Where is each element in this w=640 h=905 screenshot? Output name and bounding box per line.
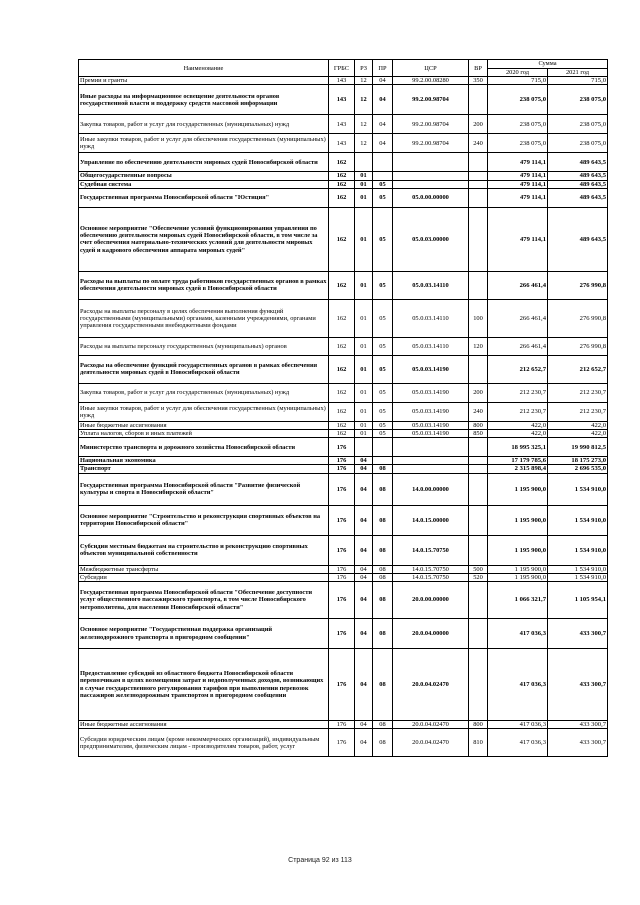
cell-vr: 120 — [469, 337, 488, 355]
col-header-vr: ВР — [469, 60, 488, 77]
cell-name: Субсидии юридическим лицам (кроме некоммерческих организаций), индивидуальным предпринимателям, физическим лицам - производителям товаров, работ, услуг — [79, 729, 329, 757]
cell-name: Иные бюджетные ассигнования — [79, 421, 329, 429]
cell-vr: 850 — [469, 430, 488, 438]
cell-vr — [469, 172, 488, 180]
cell-pr: 08 — [373, 565, 393, 573]
cell-vr — [469, 457, 488, 465]
cell-name: Судебная система — [79, 180, 329, 188]
cell-amount-2021: 489 643,5 — [548, 172, 608, 180]
table-row — [79, 85, 608, 115]
cell-rz: 01 — [355, 207, 373, 271]
table-row — [79, 421, 608, 429]
cell-pr: 05 — [373, 180, 393, 188]
cell-csr — [393, 172, 469, 180]
table-row — [79, 457, 608, 465]
cell-amount-2020: 18 995 325,1 — [488, 438, 548, 457]
cell-csr: 05.0.00.00000 — [393, 188, 469, 207]
cell-grbs: 176 — [329, 619, 355, 649]
cell-rz: 12 — [355, 134, 373, 153]
table-row — [79, 573, 608, 581]
cell-rz: 04 — [355, 457, 373, 465]
cell-vr — [469, 649, 488, 721]
cell-amount-2020: 479 114,1 — [488, 153, 548, 172]
cell-amount-2020: 2 315 898,4 — [488, 465, 548, 473]
cell-grbs: 143 — [329, 134, 355, 153]
table-body — [79, 77, 608, 757]
cell-amount-2020: 1 195 900,0 — [488, 505, 548, 535]
cell-amount-2020: 212 230,7 — [488, 402, 548, 421]
table-row — [79, 299, 608, 337]
cell-vr — [469, 505, 488, 535]
cell-csr — [393, 438, 469, 457]
cell-pr: 05 — [373, 383, 393, 402]
cell-csr: 05.0.03.14190 — [393, 383, 469, 402]
cell-name: Межбюджетные трансферты — [79, 565, 329, 573]
cell-csr: 14.0.00.00000 — [393, 473, 469, 505]
cell-vr — [469, 188, 488, 207]
cell-name: Общегосударственные вопросы — [79, 172, 329, 180]
cell-pr — [373, 457, 393, 465]
cell-amount-2020: 266 461,4 — [488, 271, 548, 299]
cell-name: Иные расходы на информационное освещение деятельности органов государственной власти и поддержку средств массовой информации — [79, 85, 329, 115]
cell-amount-2020: 417 036,3 — [488, 729, 548, 757]
cell-grbs: 176 — [329, 565, 355, 573]
cell-csr: 14.0.15.00000 — [393, 505, 469, 535]
cell-rz: 01 — [355, 383, 373, 402]
cell-amount-2020: 266 461,4 — [488, 299, 548, 337]
cell-amount-2020: 417 036,3 — [488, 649, 548, 721]
cell-amount-2021: 276 990,8 — [548, 271, 608, 299]
cell-vr: 240 — [469, 402, 488, 421]
cell-amount-2021: 238 075,0 — [548, 134, 608, 153]
cell-name: Субсидии местным бюджетам на строительство и реконструкцию спортивных объектов муниципальной собственности — [79, 535, 329, 565]
cell-rz: 04 — [355, 649, 373, 721]
cell-amount-2021: 1 534 910,0 — [548, 573, 608, 581]
cell-vr: 520 — [469, 573, 488, 581]
cell-grbs: 176 — [329, 729, 355, 757]
cell-rz: 04 — [355, 535, 373, 565]
cell-name: Иные закупки товаров, работ и услуг для обеспечения государственных (муниципальных) нужд — [79, 134, 329, 153]
cell-amount-2020: 479 114,1 — [488, 172, 548, 180]
cell-grbs: 162 — [329, 172, 355, 180]
cell-csr: 05.0.03.14110 — [393, 271, 469, 299]
cell-grbs: 162 — [329, 402, 355, 421]
cell-vr — [469, 271, 488, 299]
cell-grbs: 162 — [329, 430, 355, 438]
cell-name: Государственная программа Новосибирской области "Юстиция" — [79, 188, 329, 207]
cell-amount-2021: 1 534 910,0 — [548, 473, 608, 505]
cell-pr: 08 — [373, 535, 393, 565]
cell-pr: 05 — [373, 402, 393, 421]
col-header-sum: Сумма — [488, 60, 608, 69]
cell-grbs: 162 — [329, 421, 355, 429]
cell-pr: 04 — [373, 85, 393, 115]
cell-name: Закупка товаров, работ и услуг для государственных (муниципальных) нужд — [79, 383, 329, 402]
cell-csr — [393, 465, 469, 473]
col-header-rz: РЗ — [355, 60, 373, 77]
cell-name: Управление по обеспечению деятельности мировых судей Новосибирской области — [79, 153, 329, 172]
cell-vr — [469, 619, 488, 649]
cell-amount-2020: 1 195 900,0 — [488, 565, 548, 573]
cell-grbs: 162 — [329, 337, 355, 355]
cell-csr: 05.0.03.14190 — [393, 430, 469, 438]
cell-amount-2021: 489 643,5 — [548, 153, 608, 172]
cell-vr — [469, 85, 488, 115]
table-row — [79, 505, 608, 535]
cell-csr — [393, 153, 469, 172]
cell-amount-2021: 422,0 — [548, 421, 608, 429]
cell-amount-2020: 212 230,7 — [488, 383, 548, 402]
table-row — [79, 134, 608, 153]
cell-csr: 14.0.15.70750 — [393, 565, 469, 573]
cell-rz: 04 — [355, 573, 373, 581]
table-row — [79, 115, 608, 134]
cell-csr: 20.0.04.00000 — [393, 619, 469, 649]
table-row — [79, 172, 608, 180]
table-row — [79, 465, 608, 473]
cell-amount-2020: 422,0 — [488, 421, 548, 429]
cell-amount-2021: 212 652,7 — [548, 355, 608, 383]
cell-amount-2020: 1 195 900,0 — [488, 573, 548, 581]
table-row — [79, 619, 608, 649]
cell-rz: 01 — [355, 188, 373, 207]
cell-name: Расходы на выплаты по оплате труда работников государственных органов в рамках обеспечения деятельности мировых судей в Новосибирской области — [79, 271, 329, 299]
cell-rz: 04 — [355, 565, 373, 573]
table-row — [79, 430, 608, 438]
cell-amount-2020: 238 075,0 — [488, 115, 548, 134]
cell-vr: 200 — [469, 383, 488, 402]
cell-amount-2021: 212 230,7 — [548, 402, 608, 421]
cell-pr: 08 — [373, 619, 393, 649]
cell-vr — [469, 465, 488, 473]
cell-csr: 14.0.15.70750 — [393, 535, 469, 565]
cell-amount-2021: 433 300,7 — [548, 619, 608, 649]
cell-rz — [355, 438, 373, 457]
cell-rz: 04 — [355, 721, 373, 729]
cell-csr: 05.0.03.14190 — [393, 402, 469, 421]
cell-rz: 01 — [355, 430, 373, 438]
cell-amount-2021: 489 643,5 — [548, 188, 608, 207]
cell-csr: 20.0.04.02470 — [393, 721, 469, 729]
cell-pr: 05 — [373, 188, 393, 207]
cell-amount-2020: 422,0 — [488, 430, 548, 438]
cell-vr — [469, 180, 488, 188]
cell-rz: 12 — [355, 77, 373, 85]
cell-vr — [469, 207, 488, 271]
cell-grbs: 176 — [329, 582, 355, 619]
cell-vr: 350 — [469, 77, 488, 85]
cell-rz: 01 — [355, 271, 373, 299]
cell-rz — [355, 153, 373, 172]
cell-amount-2021: 433 300,7 — [548, 729, 608, 757]
cell-vr: 800 — [469, 721, 488, 729]
cell-amount-2021: 276 990,8 — [548, 299, 608, 337]
cell-name: Субсидии — [79, 573, 329, 581]
cell-vr: 100 — [469, 299, 488, 337]
cell-amount-2021: 1 534 910,0 — [548, 565, 608, 573]
cell-name: Уплата налогов, сборов и иных платежей — [79, 430, 329, 438]
cell-pr: 08 — [373, 582, 393, 619]
table-row — [79, 721, 608, 729]
cell-rz: 01 — [355, 421, 373, 429]
cell-amount-2021: 238 075,0 — [548, 115, 608, 134]
cell-csr: 99.2.00.98704 — [393, 134, 469, 153]
cell-pr: 05 — [373, 207, 393, 271]
cell-amount-2020: 238 075,0 — [488, 134, 548, 153]
col-header-2021: 2021 год — [548, 69, 608, 77]
cell-grbs: 176 — [329, 649, 355, 721]
cell-pr — [373, 438, 393, 457]
cell-grbs: 143 — [329, 77, 355, 85]
cell-vr: 810 — [469, 729, 488, 757]
cell-pr: 08 — [373, 505, 393, 535]
cell-csr — [393, 180, 469, 188]
cell-name: Расходы на выплаты персоналу в целях обеспечения выполнения функций государственными (муниципальными) органами, казенными учреждениями, органами управления государственными внебюджетными фондами — [79, 299, 329, 337]
cell-csr: 20.0.04.02470 — [393, 729, 469, 757]
table-row — [79, 473, 608, 505]
cell-name: Расходы на обеспечение функций государственных органов в рамках обеспечения деятельности мировых судей в Новосибирской области — [79, 355, 329, 383]
cell-rz: 04 — [355, 465, 373, 473]
cell-rz: 04 — [355, 505, 373, 535]
cell-csr: 14.0.15.70750 — [393, 573, 469, 581]
cell-pr: 04 — [373, 134, 393, 153]
cell-name: Иные закупки товаров, работ и услуг для обеспечения государственных (муниципальных) нужд — [79, 402, 329, 421]
cell-amount-2020: 479 114,1 — [488, 180, 548, 188]
cell-amount-2020: 715,0 — [488, 77, 548, 85]
cell-grbs: 176 — [329, 473, 355, 505]
cell-rz: 04 — [355, 729, 373, 757]
cell-grbs: 176 — [329, 721, 355, 729]
cell-amount-2021: 19 990 812,5 — [548, 438, 608, 457]
cell-grbs: 162 — [329, 153, 355, 172]
table-row — [79, 355, 608, 383]
table-row — [79, 207, 608, 271]
cell-rz: 01 — [355, 402, 373, 421]
cell-amount-2020: 1 195 900,0 — [488, 473, 548, 505]
cell-csr: 05.0.03.14190 — [393, 421, 469, 429]
cell-grbs: 143 — [329, 115, 355, 134]
cell-vr — [469, 535, 488, 565]
cell-amount-2020: 1 066 321,7 — [488, 582, 548, 619]
table-row — [79, 271, 608, 299]
cell-csr: 05.0.03.14110 — [393, 299, 469, 337]
cell-csr: 20.0.04.02470 — [393, 649, 469, 721]
cell-name: Предоставление субсидий из областного бюджета Новосибирской области перевозчикам в целях возмещения затрат и недополученных доходов, возникающих в случае государственного регулирования тарифов при выполнении перевозок пассажиров железнодорожным транспортом в пригородном сообщении — [79, 649, 329, 721]
cell-amount-2020: 479 114,1 — [488, 207, 548, 271]
cell-amount-2020: 417 036,3 — [488, 619, 548, 649]
col-header-pr: ПР — [373, 60, 393, 77]
cell-csr: 05.0.03.14190 — [393, 355, 469, 383]
cell-vr — [469, 355, 488, 383]
cell-pr: 08 — [373, 721, 393, 729]
cell-pr: 08 — [373, 573, 393, 581]
cell-vr — [469, 438, 488, 457]
cell-grbs: 176 — [329, 573, 355, 581]
table-row — [79, 337, 608, 355]
cell-csr: 99.2.00.98704 — [393, 115, 469, 134]
cell-amount-2021: 489 643,5 — [548, 207, 608, 271]
cell-grbs: 162 — [329, 271, 355, 299]
cell-rz: 01 — [355, 355, 373, 383]
cell-rz: 04 — [355, 582, 373, 619]
table-row — [79, 565, 608, 573]
cell-amount-2021: 212 230,7 — [548, 383, 608, 402]
cell-grbs: 176 — [329, 535, 355, 565]
cell-amount-2021: 715,0 — [548, 77, 608, 85]
cell-name: Основное мероприятие "Строительство и реконструкция спортивных объектов на территории Новосибирской области" — [79, 505, 329, 535]
col-header-csr: ЦСР — [393, 60, 469, 77]
cell-name: Национальная экономика — [79, 457, 329, 465]
cell-amount-2021: 1 105 954,1 — [548, 582, 608, 619]
cell-amount-2021: 433 300,7 — [548, 721, 608, 729]
cell-amount-2020: 212 652,7 — [488, 355, 548, 383]
cell-pr: 04 — [373, 115, 393, 134]
cell-amount-2021: 276 990,8 — [548, 337, 608, 355]
cell-amount-2021: 433 300,7 — [548, 649, 608, 721]
cell-rz: 12 — [355, 85, 373, 115]
cell-amount-2021: 1 534 910,0 — [548, 505, 608, 535]
cell-amount-2020: 1 195 900,0 — [488, 535, 548, 565]
cell-name: Иные бюджетные ассигнования — [79, 721, 329, 729]
cell-grbs: 176 — [329, 438, 355, 457]
cell-pr: 05 — [373, 355, 393, 383]
cell-rz: 01 — [355, 180, 373, 188]
cell-csr: 05.0.03.00000 — [393, 207, 469, 271]
cell-amount-2020: 417 036,3 — [488, 721, 548, 729]
cell-csr: 99.2.00.08280 — [393, 77, 469, 85]
col-header-name: Наименование — [79, 60, 329, 77]
cell-vr: 200 — [469, 115, 488, 134]
cell-grbs: 176 — [329, 505, 355, 535]
cell-pr: 05 — [373, 299, 393, 337]
table-row — [79, 188, 608, 207]
table-row — [79, 402, 608, 421]
cell-amount-2020: 238 075,0 — [488, 85, 548, 115]
cell-name: Основное мероприятие "Государственная поддержка организаций железнодорожного транспорта в пригородном сообщении" — [79, 619, 329, 649]
cell-amount-2020: 479 114,1 — [488, 188, 548, 207]
cell-grbs: 162 — [329, 207, 355, 271]
cell-grbs: 162 — [329, 188, 355, 207]
cell-rz: 01 — [355, 299, 373, 337]
table-row — [79, 649, 608, 721]
cell-amount-2021: 18 175 273,0 — [548, 457, 608, 465]
table-row — [79, 729, 608, 757]
cell-name: Государственная программа Новосибирской области "Развитие физической культуры и спорта в Новосибирской области" — [79, 473, 329, 505]
cell-amount-2021: 2 696 535,0 — [548, 465, 608, 473]
col-header-grbs: ГРБС — [329, 60, 355, 77]
cell-rz: 04 — [355, 619, 373, 649]
cell-vr — [469, 582, 488, 619]
cell-csr: 05.0.03.14110 — [393, 337, 469, 355]
cell-name: Государственная программа Новосибирской области "Обеспечение доступности услуг общественного пассажирского транспорта, в том числе Новосибирского метрополитена, для населения Новосибирской области" — [79, 582, 329, 619]
cell-amount-2020: 17 179 785,6 — [488, 457, 548, 465]
cell-rz: 12 — [355, 115, 373, 134]
page-number: Страница 92 из 113 — [288, 857, 352, 864]
cell-pr: 04 — [373, 77, 393, 85]
cell-csr: 99.2.00.98704 — [393, 85, 469, 115]
cell-vr: 240 — [469, 134, 488, 153]
table-row — [79, 582, 608, 619]
col-header-2020: 2020 год — [488, 69, 548, 77]
table-row — [79, 383, 608, 402]
cell-csr: 20.0.00.00000 — [393, 582, 469, 619]
cell-amount-2021: 238 075,0 — [548, 85, 608, 115]
cell-grbs: 176 — [329, 465, 355, 473]
cell-csr — [393, 457, 469, 465]
cell-pr — [373, 153, 393, 172]
cell-grbs: 162 — [329, 180, 355, 188]
cell-amount-2021: 489 643,5 — [548, 180, 608, 188]
table-row — [79, 535, 608, 565]
cell-name: Расходы на выплаты персоналу государственных (муниципальных) органов — [79, 337, 329, 355]
cell-name: Премии и гранты — [79, 77, 329, 85]
cell-grbs: 176 — [329, 457, 355, 465]
cell-pr: 08 — [373, 729, 393, 757]
cell-grbs: 162 — [329, 299, 355, 337]
cell-amount-2020: 266 461,4 — [488, 337, 548, 355]
cell-pr: 05 — [373, 271, 393, 299]
cell-pr: 08 — [373, 649, 393, 721]
cell-grbs: 162 — [329, 383, 355, 402]
table-row — [79, 438, 608, 457]
budget-table — [78, 59, 608, 757]
cell-vr: 800 — [469, 421, 488, 429]
cell-name: Закупка товаров, работ и услуг для государственных (муниципальных) нужд — [79, 115, 329, 134]
cell-pr: 08 — [373, 473, 393, 505]
cell-rz: 04 — [355, 473, 373, 505]
table-row — [79, 153, 608, 172]
cell-amount-2021: 422,0 — [548, 430, 608, 438]
table-row — [79, 180, 608, 188]
cell-vr: 500 — [469, 565, 488, 573]
cell-amount-2021: 1 534 910,0 — [548, 535, 608, 565]
cell-pr: 05 — [373, 421, 393, 429]
cell-pr: 08 — [373, 465, 393, 473]
cell-rz: 01 — [355, 337, 373, 355]
cell-pr: 05 — [373, 430, 393, 438]
cell-rz: 01 — [355, 172, 373, 180]
cell-grbs: 143 — [329, 85, 355, 115]
cell-name: Основное мероприятие "Обеспечение условий функционирования управления по обеспечению деятельности мировых судей Новосибирской области, в том числе за счет обеспечения материально-технических условий для деятельности мировых судей и кадрового обеспечения аппарата мировых судей" — [79, 207, 329, 271]
table-row — [79, 77, 608, 85]
cell-name: Министерство транспорта и дорожного хозяйства Новосибирской области — [79, 438, 329, 457]
cell-pr — [373, 172, 393, 180]
cell-vr — [469, 153, 488, 172]
cell-pr: 05 — [373, 337, 393, 355]
cell-grbs: 162 — [329, 355, 355, 383]
cell-name: Транспорт — [79, 465, 329, 473]
cell-vr — [469, 473, 488, 505]
